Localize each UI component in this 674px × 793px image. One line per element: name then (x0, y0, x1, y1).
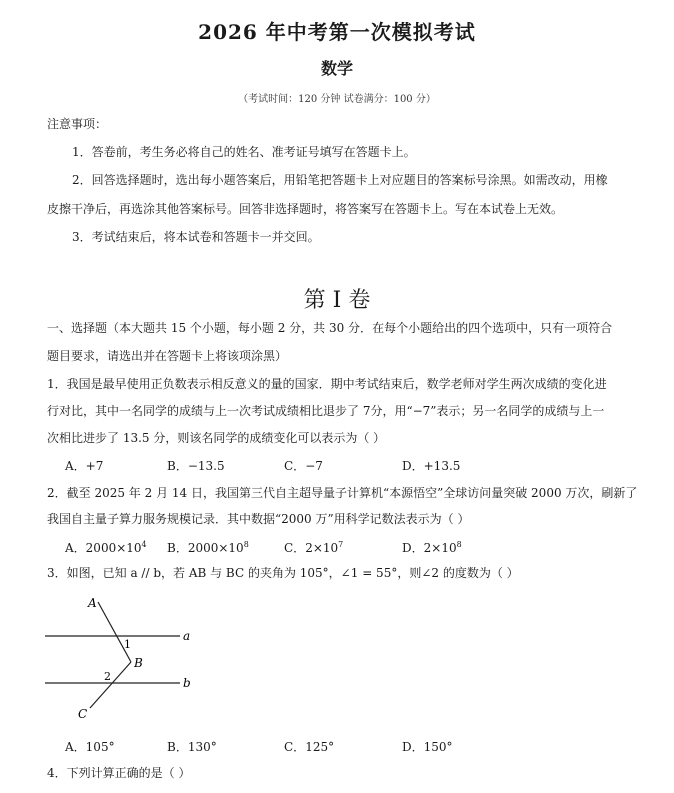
q2-option-a[interactable]: A．$2000\times 10^4$ (65, 540, 147, 555)
q1-option-b[interactable]: B．−13.5 (167, 459, 225, 473)
q1-option-a[interactable]: A．+7 (65, 459, 104, 473)
q1-option-c[interactable]: C．−7 (284, 459, 323, 473)
angle-2-label: 2 (104, 670, 111, 683)
q2-line-1: 2．截至 2025 年 2 月 14 日，我国第三代自主超导量子计算机“本源悟空”全球访问量突破 2000 万次，刷新了 (47, 486, 638, 500)
notice-item-2-line-1: 2．回答选择题时，选出每小题答案后，用铅笔把答题卡上对应题目的答案标号涂黑。如需改动，用橡 (72, 173, 608, 187)
q2-line-2: 我国自主量子算力服务规模记录．其中数据“2000 万”用科学记数法表示为（ ） (47, 512, 470, 526)
exam-title: 2026 年中考第一次模拟考试 (198, 20, 476, 44)
point-b-label: B (134, 656, 143, 670)
section-intro-line-2: 题目要求，请选出并在答题卡上将该项涂黑） (47, 349, 288, 363)
q3-option-c[interactable]: C．125° (284, 740, 335, 754)
q3-option-d[interactable]: D．150° (402, 740, 453, 754)
notice-item-1: 1．答卷前，考生务必将自己的姓名、准考证号填写在答题卡上。 (72, 145, 416, 159)
q2-option-b[interactable]: B．$2000\times 10^8$ (167, 540, 249, 555)
q1-line-2: 行对比，其中一名同学的成绩与上一次考试成绩相比退步了 7分，用“−7”表示；另一名同学的成绩与上一 (47, 404, 605, 418)
q3-figure (40, 590, 220, 730)
q3-option-b[interactable]: B．130° (167, 740, 217, 754)
q3-option-a[interactable]: A．105° (65, 740, 115, 754)
exam-time-info: （考试时间：120 分钟 试卷满分：100 分） (238, 94, 436, 105)
point-a-label: A (88, 596, 97, 610)
q4-text: 4．下列计算正确的是（ ） (47, 766, 191, 780)
segment-ab (98, 602, 131, 662)
line-b-label: b (183, 676, 191, 690)
exam-subject: 数学 (320, 59, 353, 78)
angle-1-label: 1 (124, 638, 131, 651)
section-intro-line-1: 一、选择题（本大题共 15 个小题，每小题 2 分，共 30 分．在每个小题给出的四个选项中，只有一项符合 (47, 321, 613, 335)
q1-option-d[interactable]: D．+13.5 (402, 459, 461, 473)
q2-option-d[interactable]: D．$2\times 10^8$ (402, 540, 462, 555)
notice-item-3: 3．考试结束后，将本试卷和答题卡一并交回。 (72, 230, 320, 244)
notice-heading: 注意事项： (47, 117, 108, 131)
q2-option-c[interactable]: C．$2\times 10^7$ (284, 540, 344, 555)
notice-item-2-line-2: 皮擦干净后，再选涂其他答案标号。回答非选择题时，将答案写在答题卡上。写在本试卷上无效。 (47, 202, 564, 216)
q1-line-3: 次相比进步了 13.5 分，则该名同学的成绩变化可以表示为（ ） (47, 431, 386, 445)
q3-text: 3．如图，已知 a // b，若 AB 与 BC 的夹角为 105°，∠1 = 55°，则∠2 的度数为（ ） (47, 566, 519, 580)
segment-bc (90, 662, 131, 708)
q1-line-1: 1．我国是最早使用正负数表示相反意义的量的国家．期中考试结束后，数学老师对学生两次成绩的变化进 (47, 377, 607, 391)
section-title: 第 I 卷 (303, 288, 371, 313)
line-a-label: a (183, 629, 191, 643)
point-c-label: C (78, 707, 88, 721)
